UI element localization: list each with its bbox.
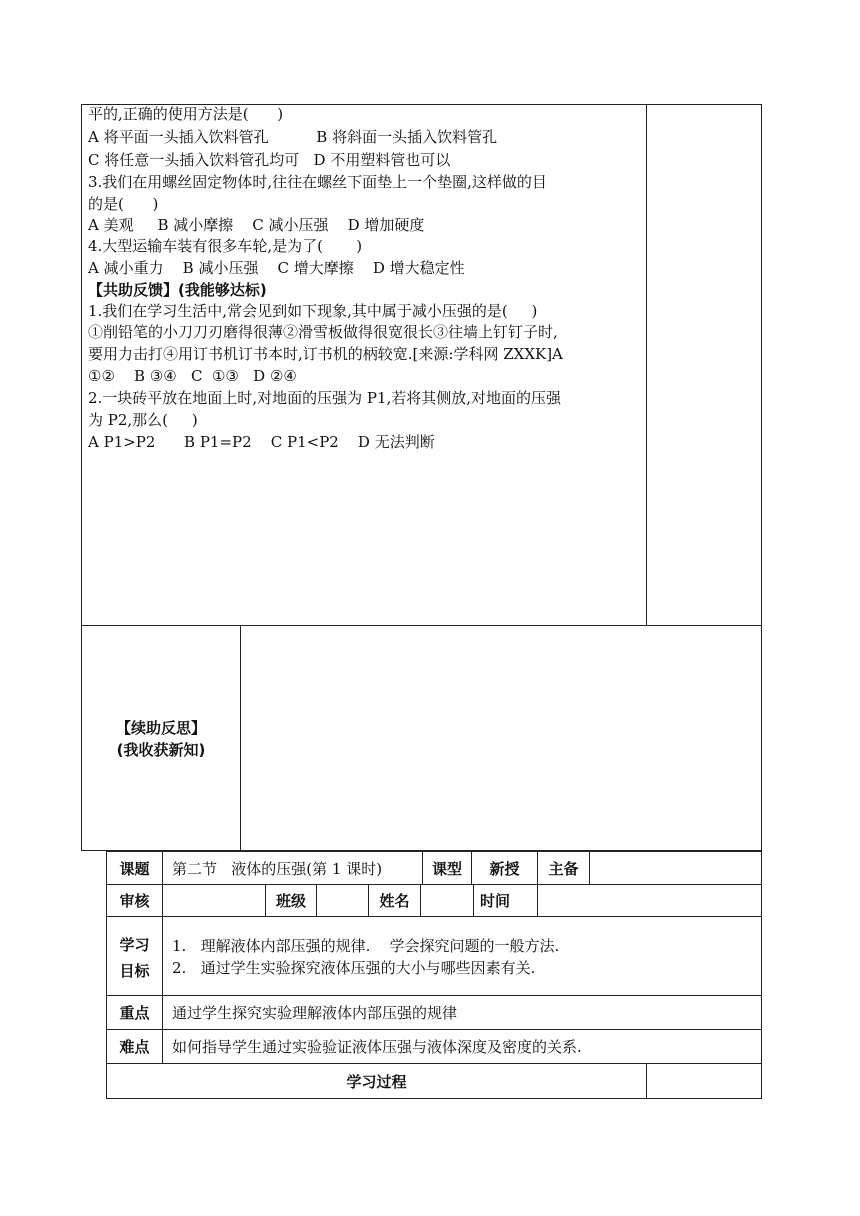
feedback-line: A P1>P2 B P1=P2 C P1<P2 D 无法判断 — [88, 433, 435, 451]
key-value: 通过学生探究实验理解液体内部压强的规律 — [172, 1004, 458, 1022]
question-line: C 将任意一头插入饮料管孔均可 D 不用塑料管也可以 — [88, 151, 451, 169]
question-line: A 美观 B 减小摩擦 C 减小压强 D 增加硬度 — [88, 216, 425, 234]
lead-label: 主备 — [548, 859, 579, 878]
time-label: 时间 — [479, 892, 510, 910]
goal-item: 1. 理解液体内部压强的规律. 学会探究问题的一般方法. — [172, 937, 560, 955]
review-label: 审核 — [119, 892, 150, 910]
feedback-line: 为 P2,那么( ) — [88, 411, 198, 429]
name-label: 姓名 — [379, 892, 410, 910]
reflection-title: 【续助反思】 — [115, 718, 206, 737]
question-line: 平的,正确的使用方法是( ) — [88, 105, 284, 123]
type-label: 课型 — [431, 859, 462, 878]
process-heading: 学习过程 — [346, 1072, 407, 1091]
type-value: 新授 — [489, 859, 520, 878]
lead-value[interactable] — [590, 852, 761, 884]
topic-label: 课题 — [119, 859, 150, 878]
reflection-writing-area[interactable] — [241, 626, 761, 850]
time-value[interactable] — [538, 885, 761, 916]
feedback-line: 2.一块砖平放在地面上时,对地面的压强为 P1,若将其侧放,对地面的压强 — [88, 389, 562, 407]
class-value[interactable] — [317, 885, 368, 916]
key-label: 重点 — [119, 1004, 150, 1022]
question-line: 的是( ) — [88, 195, 159, 213]
difficult-label: 难点 — [119, 1038, 150, 1056]
feedback-line: 要用力击打④用订书机订书本时,订书机的柄较宽.[来源:学科网 ZXXK]A — [88, 345, 563, 363]
question-line: A 减小重力 B 减小压强 C 增大摩擦 D 增大稳定性 — [88, 259, 465, 277]
goal-label-2: 目标 — [119, 961, 150, 980]
goal-label-1: 学习 — [119, 935, 150, 954]
review-value[interactable] — [163, 885, 265, 916]
question-line: 3.我们在用螺丝固定物体时,往往在螺丝下面垫上一个垫圈,这样做的目 — [88, 173, 547, 191]
question-line: A 将平面一头插入饮料管孔 B 将斜面一头插入饮料管孔 — [88, 128, 498, 146]
class-label: 班级 — [275, 892, 306, 910]
question-line: 4.大型运输车装有很多车轮,是为了( ) — [88, 237, 363, 255]
process-side-cell — [647, 1064, 761, 1098]
feedback-line: 1.我们在学习生活中,常会见到如下现象,其中属于减小压强的是( ) — [88, 302, 538, 320]
feedback-line: ①削铅笔的小刀刀刃磨得很薄②滑雪板做得很宽很长③往墙上钉钉子时, — [88, 323, 558, 341]
feedback-line: ①② B ③④ C ①③ D ②④ — [88, 367, 297, 385]
topic-value: 第二节 液体的压强(第 1 课时) — [172, 859, 383, 878]
feedback-heading: 【共助反馈】(我能够达标) — [88, 281, 267, 299]
goal-item: 2. 通过学生实验探究液体压强的大小与哪些因素有关. — [172, 959, 536, 977]
name-value[interactable] — [421, 885, 473, 916]
reflection-subtitle: (我收获新知) — [116, 740, 206, 759]
difficult-value: 如何指导学生通过实验验证液体压强与液体深度及密度的关系. — [172, 1038, 582, 1056]
